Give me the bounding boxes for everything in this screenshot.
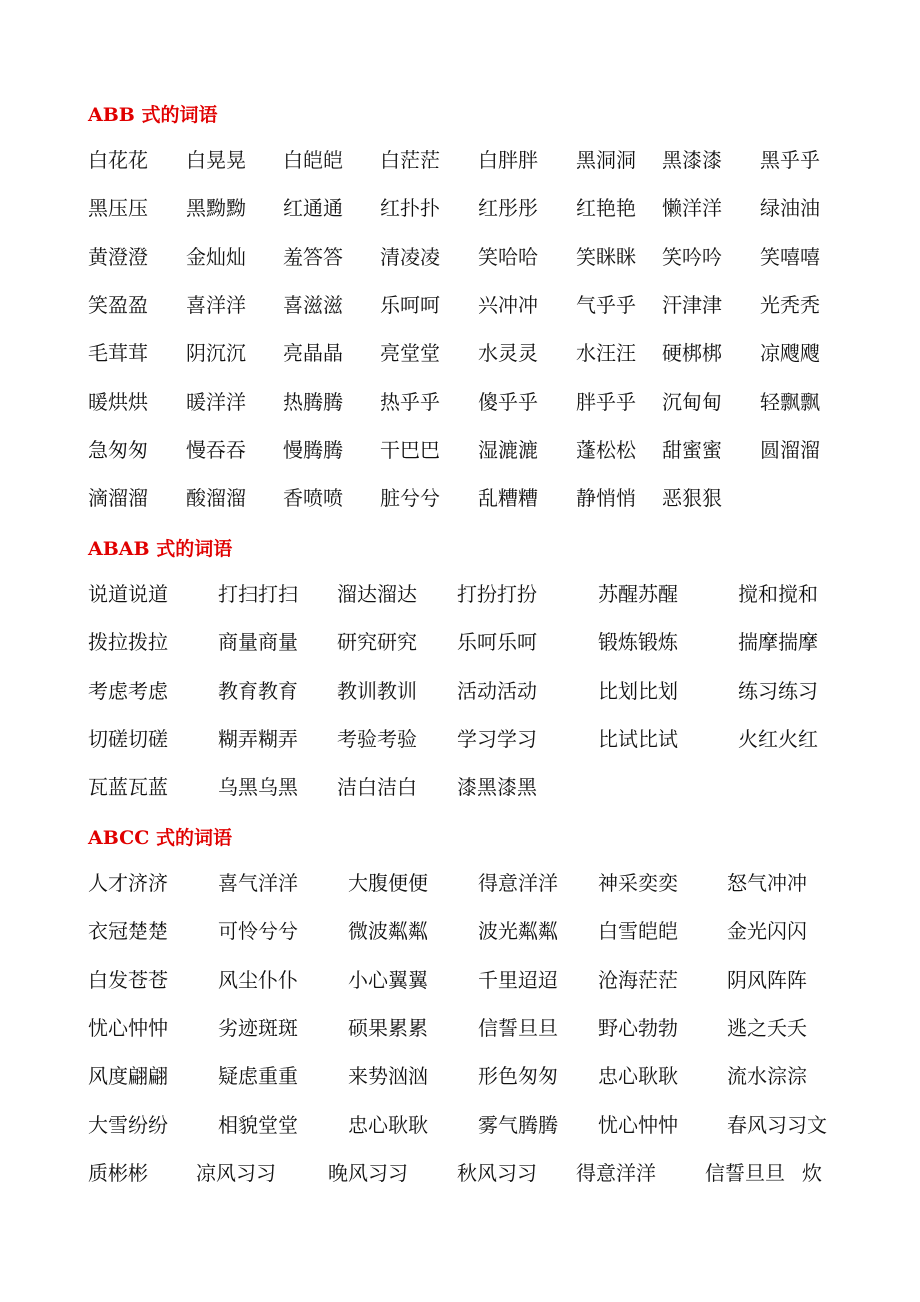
abb-word: 沉甸甸 bbox=[662, 389, 722, 414]
abab-word: 商量商量 bbox=[218, 630, 298, 655]
abb-word: 傻乎乎 bbox=[478, 389, 538, 414]
abb-word: 绿油油 bbox=[760, 196, 820, 221]
abcc-word: 质彬彬 bbox=[88, 1160, 148, 1185]
abb-word: 黑黝黝 bbox=[186, 196, 246, 221]
abab-word: 比试比试 bbox=[598, 726, 678, 751]
abab-word: 说道说道 bbox=[88, 582, 168, 606]
heading-abab: ABAB 式的词语 bbox=[88, 538, 233, 560]
abab-row bbox=[0, 772, 920, 802]
abcc-word: 波光粼粼 bbox=[478, 919, 558, 944]
abb-word: 白胖胖 bbox=[478, 148, 538, 172]
abab-word: 锻炼锻炼 bbox=[598, 630, 678, 655]
abb-word: 白皑皑 bbox=[283, 148, 343, 172]
abcc-word: 得意洋洋 bbox=[478, 871, 558, 895]
abb-word: 清凌凌 bbox=[380, 244, 440, 269]
abab-word: 比划比划 bbox=[598, 678, 678, 703]
abb-word: 圆溜溜 bbox=[760, 437, 820, 462]
abb-word: 红扑扑 bbox=[380, 196, 440, 221]
abcc-word: 阴风阵阵 bbox=[727, 967, 807, 992]
abcc-word: 怒气冲冲 bbox=[727, 871, 807, 895]
abcc-row bbox=[0, 1158, 920, 1188]
abab-word: 打扫打扫 bbox=[218, 582, 298, 606]
abb-word: 气乎乎 bbox=[576, 292, 636, 317]
abab-row bbox=[0, 627, 920, 657]
abb-row bbox=[0, 145, 920, 175]
abb-word: 白茫茫 bbox=[380, 148, 440, 172]
abcc-word: 信誓旦旦 bbox=[478, 1015, 558, 1040]
abcc-word: 喜气洋洋 bbox=[218, 871, 298, 895]
abb-word: 汗津津 bbox=[662, 292, 722, 317]
abcc-word: 凉风习习 bbox=[196, 1160, 276, 1185]
abb-word: 黑洞洞 bbox=[576, 148, 636, 172]
abb-word: 金灿灿 bbox=[186, 244, 246, 269]
abb-word: 慢吞吞 bbox=[186, 437, 246, 462]
abb-row bbox=[0, 242, 920, 272]
abcc-word: 衣冠楚楚 bbox=[88, 919, 168, 944]
abcc-word: 疑虑重重 bbox=[218, 1064, 298, 1089]
abcc-word: 可怜兮兮 bbox=[218, 919, 298, 944]
abcc-row bbox=[0, 916, 920, 946]
abab-word: 学习学习 bbox=[457, 726, 537, 751]
abab-word: 研究研究 bbox=[337, 630, 417, 655]
abcc-word: 大雪纷纷 bbox=[88, 1112, 168, 1137]
abb-word: 毛茸茸 bbox=[88, 341, 148, 366]
abb-row bbox=[0, 483, 920, 513]
abcc-word: 硕果累累 bbox=[348, 1015, 428, 1040]
abcc-word: 金光闪闪 bbox=[727, 919, 807, 944]
abab-word: 考虑考虑 bbox=[88, 678, 168, 703]
abab-word: 搅和搅和 bbox=[738, 582, 818, 606]
abab-word: 火红火红 bbox=[738, 726, 818, 751]
abb-word: 黑漆漆 bbox=[662, 148, 722, 172]
abb-word: 慢腾腾 bbox=[283, 437, 343, 462]
abb-word: 乐呵呵 bbox=[380, 292, 440, 317]
abb-word: 暖洋洋 bbox=[186, 389, 246, 414]
abb-word: 急匆匆 bbox=[88, 437, 148, 462]
abb-word: 凉飕飕 bbox=[760, 341, 820, 366]
abcc-word: 劣迹斑斑 bbox=[218, 1015, 298, 1040]
abab-word: 练习练习 bbox=[738, 678, 818, 703]
abab-word: 乐呵乐呵 bbox=[457, 630, 537, 655]
abb-word: 笑嘻嘻 bbox=[760, 244, 820, 269]
abb-word: 热腾腾 bbox=[283, 389, 343, 414]
abb-word: 脏兮兮 bbox=[380, 486, 440, 511]
abb-word: 懒洋洋 bbox=[662, 196, 722, 221]
abcc-word: 来势汹汹 bbox=[348, 1064, 428, 1089]
abab-word: 瓦蓝瓦蓝 bbox=[88, 775, 168, 800]
abab-word: 乌黑乌黑 bbox=[218, 775, 298, 800]
abb-word: 蓬松松 bbox=[576, 437, 636, 462]
abb-word: 胖乎乎 bbox=[576, 389, 636, 414]
abb-word: 笑眯眯 bbox=[576, 244, 636, 269]
abcc-word: 大腹便便 bbox=[348, 871, 428, 895]
abb-word: 水灵灵 bbox=[478, 341, 538, 366]
abcc-word: 忠心耿耿 bbox=[348, 1112, 428, 1137]
abcc-word: 晚风习习 bbox=[328, 1160, 408, 1185]
abcc-word: 神采奕奕 bbox=[598, 871, 678, 895]
heading-abb: ABB 式的词语 bbox=[88, 104, 218, 126]
abcc-word: 小心翼翼 bbox=[348, 967, 428, 992]
heading-abcc: ABCC 式的词语 bbox=[88, 827, 233, 849]
abb-word: 亮晶晶 bbox=[283, 341, 343, 366]
abcc-word: 秋风习习 bbox=[457, 1160, 537, 1185]
abb-word: 硬梆梆 bbox=[662, 341, 722, 366]
abcc-row bbox=[0, 965, 920, 995]
abab-row bbox=[0, 579, 920, 609]
abcc-word: 野心勃勃 bbox=[598, 1015, 678, 1040]
abcc-row bbox=[0, 1013, 920, 1043]
abb-word: 白花花 bbox=[88, 148, 148, 172]
abb-row bbox=[0, 338, 920, 368]
abb-row bbox=[0, 435, 920, 465]
abcc-word: 千里迢迢 bbox=[478, 967, 558, 992]
abb-word: 干巴巴 bbox=[380, 437, 440, 462]
abab-word: 拨拉拨拉 bbox=[88, 630, 168, 655]
abab-word: 揣摩揣摩 bbox=[738, 630, 818, 655]
abab-word: 洁白洁白 bbox=[337, 775, 417, 800]
abab-word: 教训教训 bbox=[337, 678, 417, 703]
abb-word: 光秃秃 bbox=[760, 292, 820, 317]
abcc-word: 微波粼粼 bbox=[348, 919, 428, 944]
abb-word: 乱糟糟 bbox=[478, 486, 538, 511]
abab-word: 苏醒苏醒 bbox=[598, 582, 678, 606]
abcc-word: 信誓旦旦 bbox=[705, 1160, 785, 1185]
abcc-word: 沧海茫茫 bbox=[598, 967, 678, 992]
abb-word: 笑吟吟 bbox=[662, 244, 722, 269]
abb-word: 静悄悄 bbox=[576, 486, 636, 511]
abab-word: 糊弄糊弄 bbox=[218, 726, 298, 751]
abab-word: 切磋切磋 bbox=[88, 726, 168, 751]
abab-row bbox=[0, 724, 920, 754]
abb-word: 暖烘烘 bbox=[88, 389, 148, 414]
abab-word: 活动活动 bbox=[457, 678, 537, 703]
abb-word: 亮堂堂 bbox=[380, 341, 440, 366]
abcc-word: 风尘仆仆 bbox=[218, 967, 298, 992]
abb-word: 黑压压 bbox=[88, 196, 148, 221]
abb-word: 香喷喷 bbox=[283, 486, 343, 511]
abcc-word: 相貌堂堂 bbox=[218, 1112, 298, 1137]
abcc-word: 风度翩翩 bbox=[88, 1064, 168, 1089]
abcc-word: 春风习习文 bbox=[727, 1112, 827, 1137]
abb-word: 热乎乎 bbox=[380, 389, 440, 414]
abb-word: 恶狠狠 bbox=[662, 486, 722, 511]
abb-word: 湿漉漉 bbox=[478, 437, 538, 462]
abb-word: 喜洋洋 bbox=[186, 292, 246, 317]
abb-row bbox=[0, 387, 920, 417]
abb-word: 兴冲冲 bbox=[478, 292, 538, 317]
abab-row bbox=[0, 676, 920, 706]
abab-word: 漆黑漆黑 bbox=[457, 775, 537, 800]
abcc-word: 逃之夭夭 bbox=[727, 1015, 807, 1040]
abcc-row bbox=[0, 868, 920, 898]
abcc-word: 忠心耿耿 bbox=[598, 1064, 678, 1089]
abcc-word: 白发苍苍 bbox=[88, 967, 168, 992]
abb-row bbox=[0, 290, 920, 320]
abcc-word: 人才济济 bbox=[88, 871, 168, 895]
abb-row bbox=[0, 193, 920, 223]
abb-word: 红彤彤 bbox=[478, 196, 538, 221]
abcc-word: 得意洋洋 bbox=[576, 1160, 656, 1185]
abb-word: 轻飘飘 bbox=[760, 389, 820, 414]
abb-word: 笑哈哈 bbox=[478, 244, 538, 269]
abab-word: 考验考验 bbox=[337, 726, 417, 751]
abb-word: 白晃晃 bbox=[186, 148, 246, 172]
abcc-word: 忧心忡忡 bbox=[598, 1112, 678, 1137]
abb-word: 喜滋滋 bbox=[283, 292, 343, 317]
abb-word: 酸溜溜 bbox=[186, 486, 246, 511]
abb-word: 水汪汪 bbox=[576, 341, 636, 366]
abab-word: 教育教育 bbox=[218, 678, 298, 703]
abb-word: 阴沉沉 bbox=[186, 341, 246, 366]
abcc-word: 形色匆匆 bbox=[478, 1064, 558, 1089]
abb-word: 红艳艳 bbox=[576, 196, 636, 221]
abcc-word: 白雪皑皑 bbox=[598, 919, 678, 944]
abb-word: 甜蜜蜜 bbox=[662, 437, 722, 462]
abcc-word: 炊 bbox=[802, 1160, 822, 1185]
abb-word: 滴溜溜 bbox=[88, 486, 148, 511]
abcc-word: 忧心忡忡 bbox=[88, 1015, 168, 1040]
abb-word: 红通通 bbox=[283, 196, 343, 221]
abb-word: 黑乎乎 bbox=[760, 148, 820, 172]
abb-word: 笑盈盈 bbox=[88, 292, 148, 317]
abab-word: 溜达溜达 bbox=[337, 582, 417, 606]
abcc-word: 雾气腾腾 bbox=[478, 1112, 558, 1137]
abb-word: 羞答答 bbox=[283, 244, 343, 269]
abcc-row bbox=[0, 1061, 920, 1091]
abb-word: 黄澄澄 bbox=[88, 244, 148, 269]
abab-word: 打扮打扮 bbox=[457, 582, 537, 606]
abcc-word: 流水淙淙 bbox=[727, 1064, 807, 1089]
abcc-row bbox=[0, 1110, 920, 1140]
